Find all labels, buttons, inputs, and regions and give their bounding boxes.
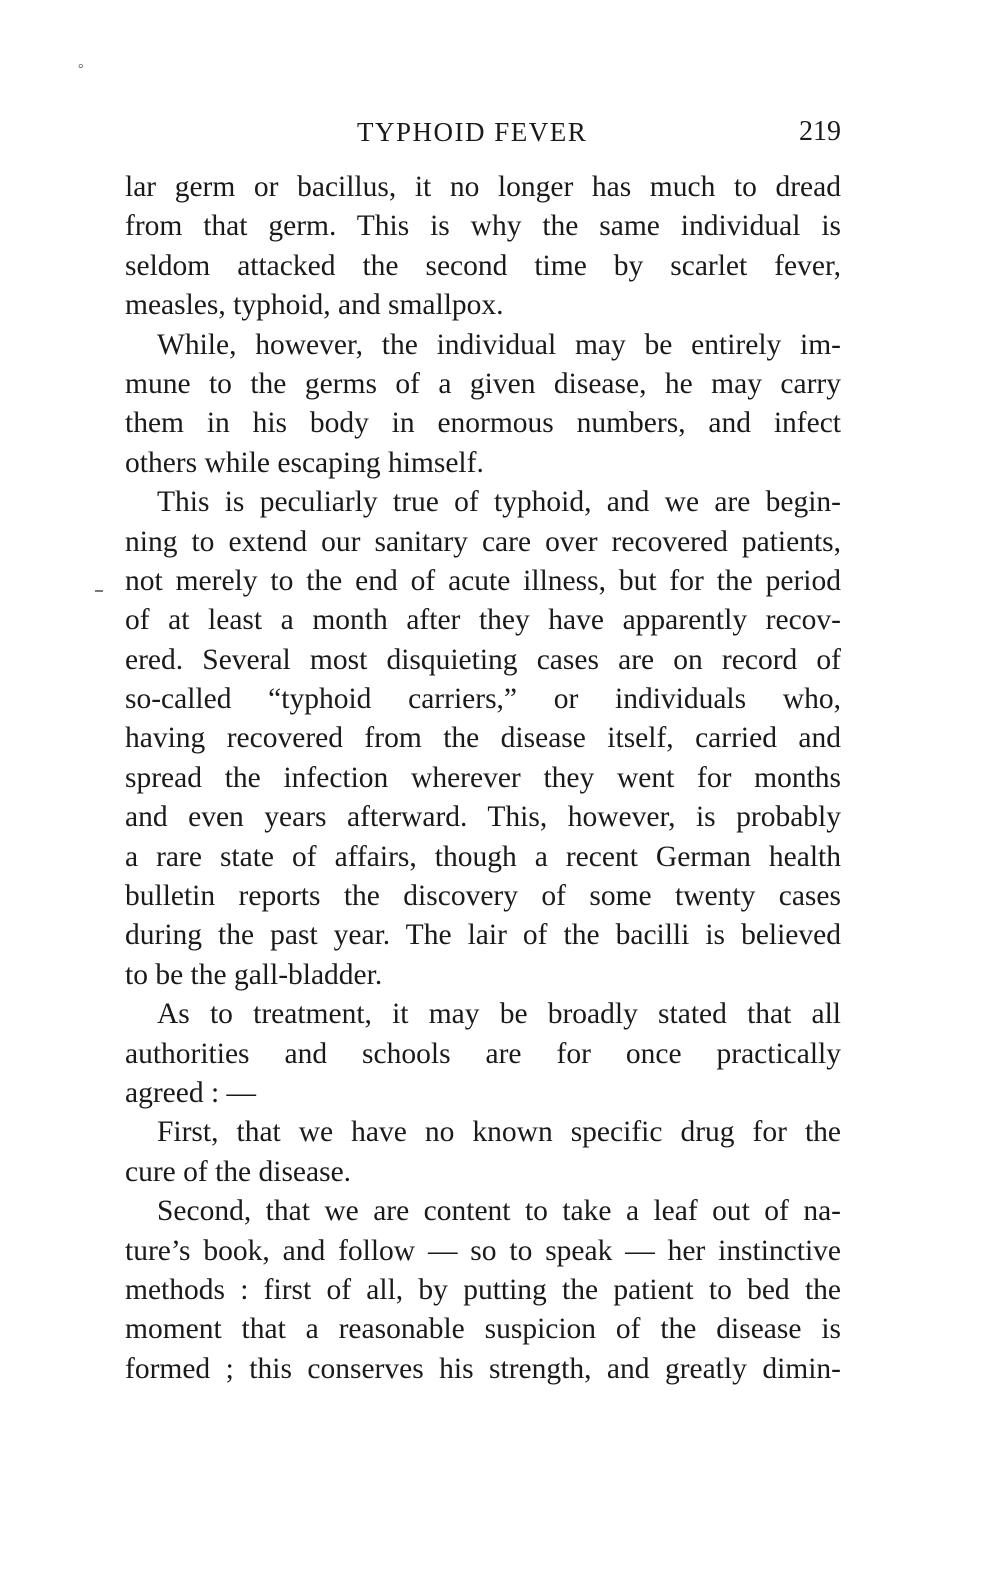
text-line: of at least a month after they have apparently recov- xyxy=(125,604,841,637)
running-title: TYPHOID FEVER xyxy=(357,117,588,147)
text-line: As to treatment, it may be broadly stated that all xyxy=(157,998,841,1031)
text-line: cure of the disease. xyxy=(125,1155,352,1188)
stray-ink-mark: ° xyxy=(78,62,84,77)
body-text xyxy=(125,168,841,1389)
text-line: lar germ or bacillus, it no longer has much to dread xyxy=(125,171,841,203)
text-line: ered. Several most disquieting cases are on record of xyxy=(125,643,841,676)
text-line: methods : first of all, by putting the patient to bed the xyxy=(125,1273,841,1306)
text-line: ning to extend our sanitary care over recovered patients, xyxy=(125,525,841,558)
text-line: having recovered from the disease itself, carried and xyxy=(125,722,841,755)
paragraph xyxy=(125,1192,841,1389)
text-line: from that germ. This is why the same individual is xyxy=(125,210,841,243)
text-line: authorities and schools are for once practically xyxy=(125,1037,841,1070)
text-line: First, that we have no known specific drug for the xyxy=(157,1116,841,1149)
text-line: formed ; this conserves his strength, and greatly dimin- xyxy=(125,1352,841,1385)
text-line: and even years afterward. This, however, is probably xyxy=(125,801,841,834)
text-line: measles, typhoid, and smallpox. xyxy=(125,289,504,322)
text-line: to be the gall-bladder. xyxy=(125,958,383,991)
margin-mark xyxy=(95,590,103,592)
text-line: mune to the germs of a given disease, he may carry xyxy=(125,367,841,400)
paragraph xyxy=(125,326,841,484)
paragraph xyxy=(125,1113,841,1192)
text-line: moment that a reasonable suspicion of the disease is xyxy=(125,1313,841,1346)
paragraph xyxy=(125,995,841,1113)
text-line: This is peculiarly true of typhoid, and we are begin- xyxy=(157,486,841,519)
text-line: others while escaping himself. xyxy=(125,446,484,479)
text-line: Second, that we are content to take a leaf out of na- xyxy=(157,1195,841,1228)
text-line: ture’s book, and follow — so to speak — her instinctive xyxy=(125,1234,841,1267)
page-number: 219 xyxy=(799,116,841,147)
text-line: not merely to the end of acute illness, but for the period xyxy=(125,564,841,597)
running-header xyxy=(125,112,841,152)
text-line: so-called “typhoid carriers,” or individuals who, xyxy=(125,683,841,716)
text-line: during the past year. The lair of the bacilli is believed xyxy=(125,919,841,952)
text-line: them in his body in enormous numbers, and infect xyxy=(125,407,841,440)
paragraph xyxy=(125,483,841,995)
text-line: seldom attacked the second time by scarlet fever, xyxy=(125,249,841,282)
text-line: bulletin reports the discovery of some twenty cases xyxy=(125,880,841,913)
text-line: While, however, the individual may be entirely im- xyxy=(157,328,841,361)
paragraph xyxy=(125,168,841,326)
text-line: spread the infection wherever they went for months xyxy=(125,761,841,794)
text-line: agreed : — xyxy=(125,1076,257,1109)
text-line: a rare state of affairs, though a recent German health xyxy=(125,840,841,873)
